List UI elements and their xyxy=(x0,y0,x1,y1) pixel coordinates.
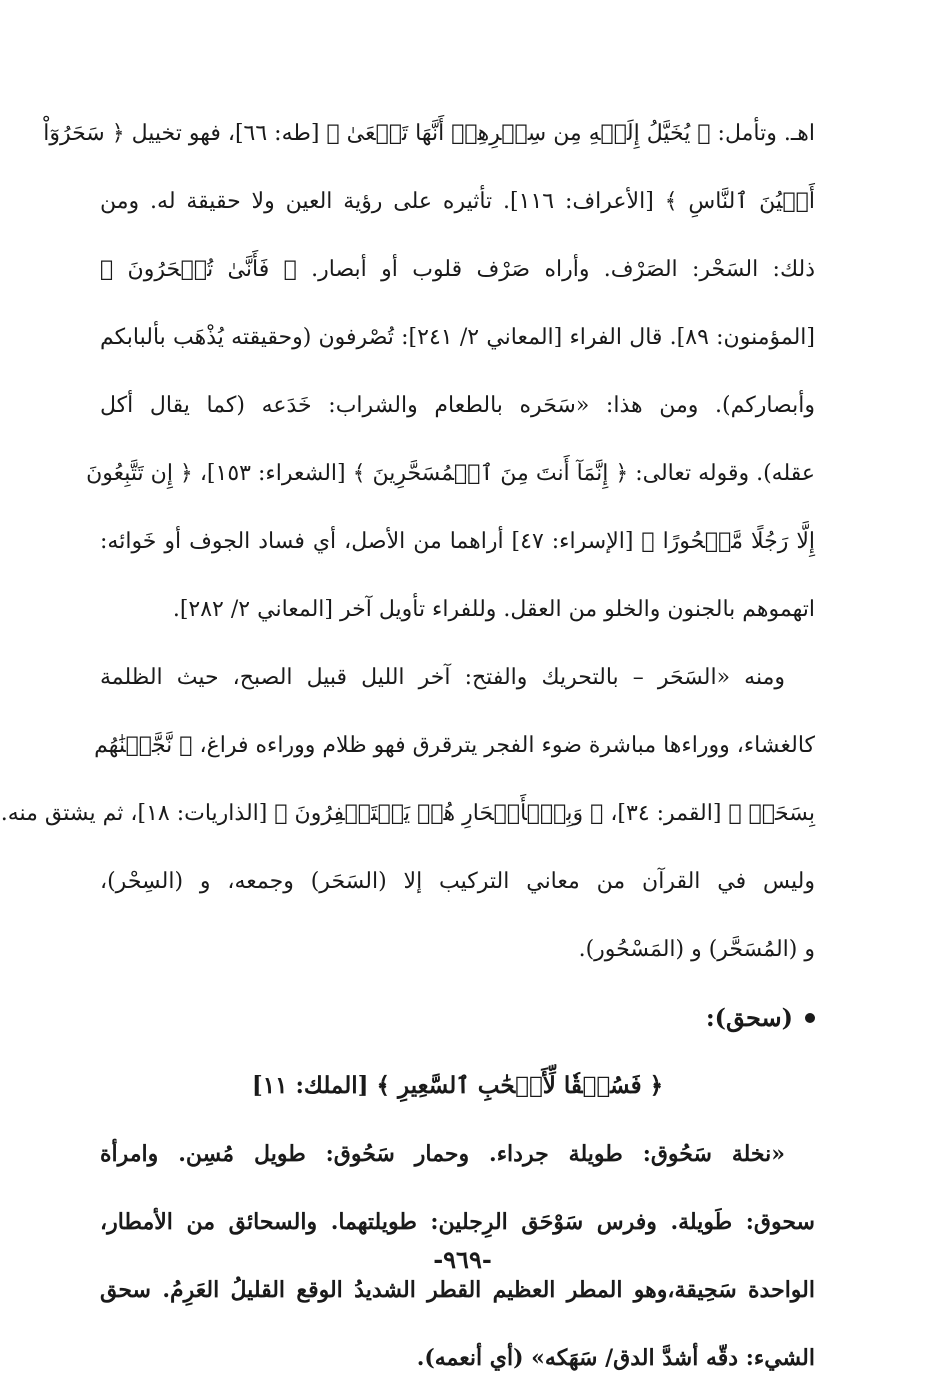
text-line: الشيء: دقّه أشدَّ الدق/ سَهَكه» (أي أنعمه). xyxy=(416,1345,815,1371)
page-number: -٩٦٩- xyxy=(433,1245,492,1274)
text-line: إِلَّا رَجُلًا مَّسۡحُورًا ﴾ [الإسراء: ٤٧] أراهما من الأصل، أي فساد الجوف أو خَوائه: xyxy=(100,529,816,554)
text-line: ذلك: السَحْر: الصَرْف. وأراه صَرْف قلوب أو أبصار. ﴿ فَأَنَّىٰ تُسۡحَرُونَ ﴾ xyxy=(100,257,815,282)
quran-verse: ﴿ فَسُحۡقٗا لِّأَصۡحَٰبِ ٱلسَّعِيرِ ﴾ [الملك: ١١] xyxy=(251,1072,664,1099)
text-line: و (المُسَحَّر) و (المَسْحُور). xyxy=(578,937,815,962)
bullet-icon xyxy=(805,1013,815,1023)
text-line: الواحدة سَحِيقة،وهو المطر العظيم القطر الشديدُ الوقع القليلُ العَرِمُ. سحق xyxy=(100,1277,815,1303)
text-line: [المؤمنون: ٨٩]. قال الفراء [المعاني ٢/ ٢٤١]: تُصْرفون (وحقيقته يُذْهَب بألبابكم xyxy=(100,325,815,350)
paragraph-sahar-intro xyxy=(43,100,816,644)
text-line: وليس في القرآن من معاني التركيب إلا (السَحَر) وجمعه، و (السِحْر)، xyxy=(100,869,815,894)
page-body xyxy=(0,100,816,1392)
text-line: اتهموهم بالجنون والخلو من العقل. وللفراء تأويل آخر [المعاني ٢/ ٢٨٢]. xyxy=(172,597,815,622)
paragraph-sahar-dawn xyxy=(0,644,815,984)
text-line: كالغشاء، ووراءها مباشرة ضوء الفجر يترقرق فهو ظلام ووراءه فراغ، ﴿ نَّجَّيۡنَٰهُم xyxy=(94,733,815,758)
text-line: عقله). وقوله تعالى: ﴿ إِنَّمَآ أَنتَ مِنَ ٱلۡمُسَحَّرِينَ ﴾ [الشعراء: ١٥٣]، ﴿ إِن تَتَّبِعُونَ xyxy=(86,461,815,486)
text-line: أَعۡيُنَ ٱلنَّاسِ ﴾ [الأعراف: ١١٦]. تأثيره على رؤية العين ولا حقيقة له. ومن xyxy=(100,189,815,214)
text-line: سحوق: طَويلة. وفرس سَوْحَق الرِجلين: طويلتهما. والسحائق من الأمطار، xyxy=(100,1209,815,1235)
section-heading-label: (سحق): xyxy=(705,1003,793,1032)
text-line: اهـ. وتأمل: ﴿ يُخَيَّلُ إِلَيۡهِ مِن سِحۡرِهِمۡ أَنَّهَا تَسۡعَىٰ ﴾ [طه: ٦٦]، فهو تخييل ﴿ سَحَرُوٓاْ xyxy=(43,121,815,146)
text-line: «نخلة سَحُوق: طويلة جرداء. وحمار سَحُوق: طويل مُسِن. وامرأة xyxy=(100,1141,785,1167)
text-line: بِسَحَرٖ ﴾ [القمر: ٣٤]، ﴿ وَبِٱلۡأَسۡحَارِ هُمۡ يَسۡتَغۡفِرُونَ ﴾ [الذاريات: ١٨]، ثم يشتق منه. xyxy=(0,801,815,826)
section-heading xyxy=(100,984,815,1052)
text-line: وأبصاركم). ومن هذا: «سَحَره بالطعام والشراب: خَدَعه (كما يقال أكل xyxy=(100,393,815,418)
text-line: ومنه «السَحَر – بالتحريك والفتح: آخر الليل قبيل الصبح، حيث الظلمة xyxy=(100,665,785,690)
